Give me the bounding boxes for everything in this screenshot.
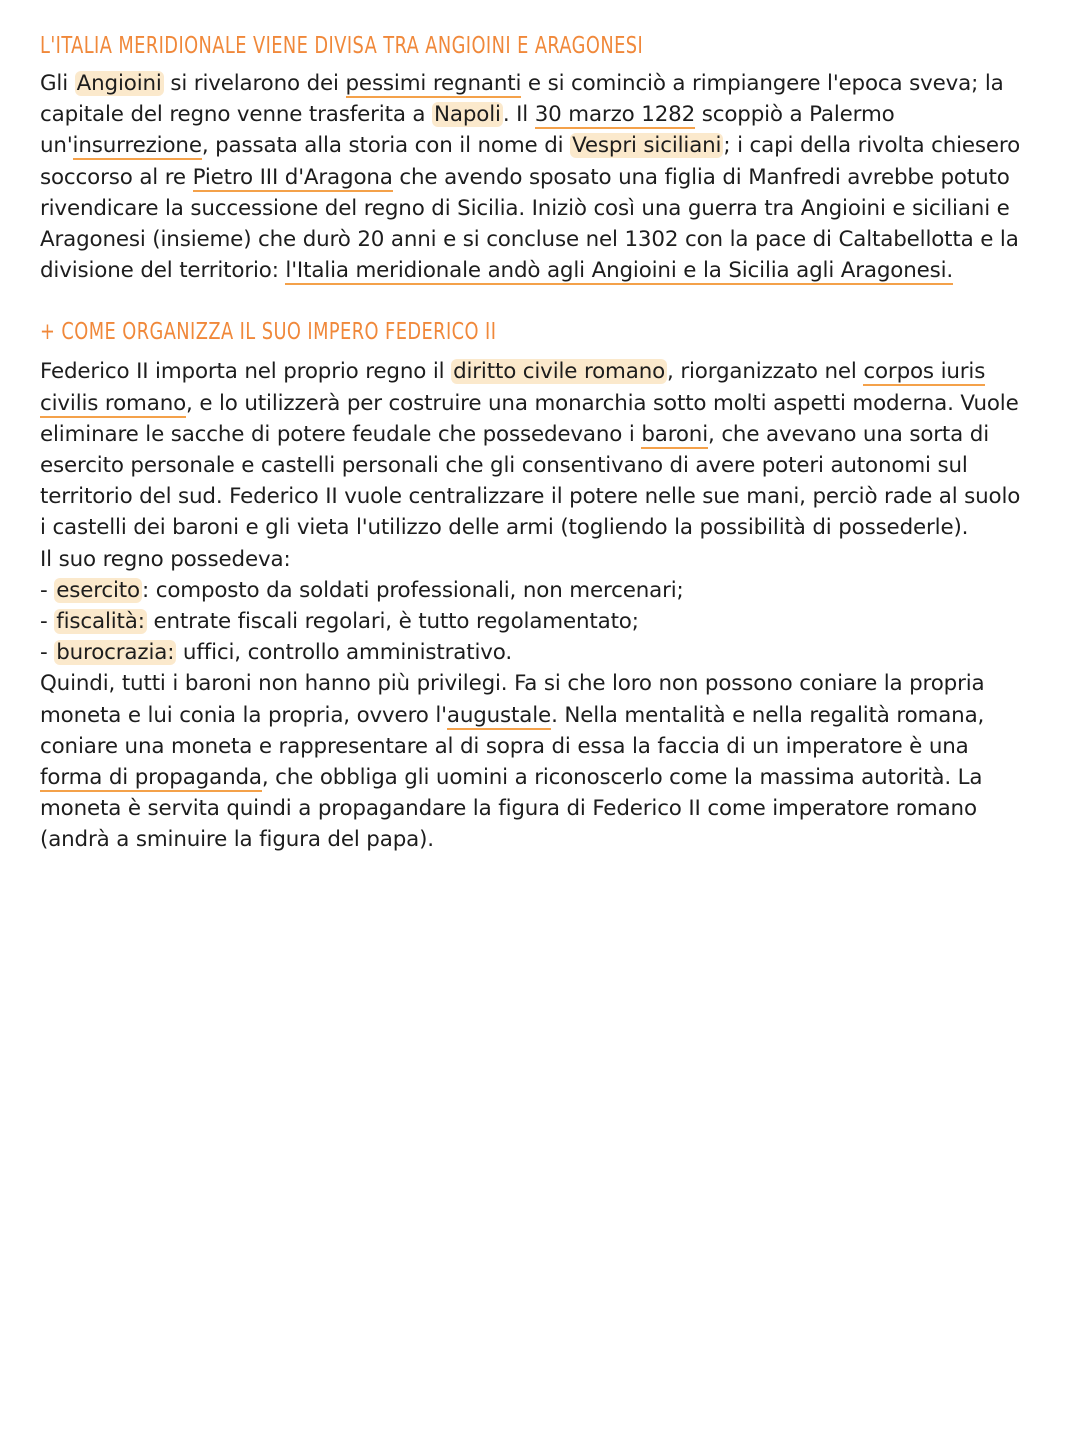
list-description: : composto da soldati professionali, non mercenari; bbox=[142, 577, 684, 603]
text-run: . Il bbox=[502, 102, 535, 128]
regno-list bbox=[40, 575, 1030, 669]
text-run: Quindi, tutti i baroni non hanno più privilegi. Fa si che loro non possono coniare la propria moneta e lui conia la propria, ovvero l' bbox=[40, 671, 985, 728]
text-run: , che avevano una sorta di esercito personale e castelli personali che gli consentivano di avere poteri autonomi sul territorio del sud. Federico II vuole centralizzare il potere nelle sue mani, perciò rade al suolo i castelli dei baroni e gli vieta l'utilizzo delle armi (togliendo la possibilità di possederle). bbox=[40, 421, 1021, 541]
list-description: uffici, controllo amministrativo. bbox=[176, 640, 512, 666]
section-federico-ii bbox=[40, 316, 1030, 855]
list-term: fiscalità: bbox=[56, 609, 145, 635]
text-run: scoppiò a Palermo un' bbox=[40, 102, 895, 159]
list-term: esercito bbox=[56, 577, 140, 603]
list-term: burocrazia: bbox=[56, 640, 175, 666]
list-dash: - bbox=[40, 640, 55, 666]
text-run: si rivelarono dei bbox=[163, 71, 346, 96]
text-run: e si cominciò a rimpiangere l'epoca sveva; la capitale del regno venne trasferita a bbox=[40, 71, 1004, 128]
underlined-term: augustale bbox=[446, 702, 552, 728]
list-intro: Il suo regno possedeva: bbox=[40, 546, 291, 572]
text-run: , e lo utilizzerà per costruire una monarchia sotto molti aspetti moderna. Vuole eliminare le sacche di potere feudale che possedevano i bbox=[40, 390, 1019, 447]
document-page bbox=[40, 30, 1030, 856]
highlighted-term: diritto civile romano bbox=[453, 359, 666, 385]
text-run: Gli bbox=[40, 71, 75, 96]
underlined-term: insurrezione bbox=[72, 133, 202, 159]
list-item bbox=[40, 575, 1030, 606]
text-run: . Nella mentalità e nella regalità romana, coniare una moneta e rappresentare al di sopra di essa la faccia di un imperatore è una bbox=[40, 702, 985, 759]
section-paragraph bbox=[40, 356, 1030, 543]
section-heading: L'ITALIA MERIDIONALE VIENE DIVISA TRA ANGIOINI E ARAGONESI bbox=[40, 33, 644, 59]
underlined-term: corpos iuris civilis romano bbox=[40, 359, 986, 416]
text-run: , riorganizzato nel bbox=[667, 359, 864, 385]
underlined-term: 30 marzo 1282 bbox=[534, 102, 696, 128]
underlined-term: Pietro III d'Aragona bbox=[192, 164, 393, 190]
underlined-term: forma di propaganda bbox=[40, 765, 262, 791]
underlined-term: pessimi regnanti bbox=[345, 71, 522, 96]
section-heading: + COME ORGANIZZA IL SUO IMPERO FEDERICO II bbox=[40, 319, 497, 346]
highlighted-term: Napoli bbox=[434, 102, 501, 128]
section-paragraph bbox=[40, 68, 1030, 286]
section-paragraph bbox=[40, 668, 1030, 855]
text-run: che avendo sposato una figlia di Manfredi avrebbe potuto rivendicare la successione del regno di Sicilia. Iniziò così una guerra tra Angioini e siciliani e Aragonesi (insieme) che durò 20 anni e si concluse nel 1302 con la pace di Caltabellotta e la divisione del territorio: bbox=[40, 164, 1019, 284]
list-dash: - bbox=[40, 577, 55, 603]
list-description: entrate fiscali regolari, è tutto regolamentato; bbox=[146, 609, 639, 635]
highlighted-term: Angioini bbox=[76, 71, 162, 96]
text-run: , passata alla storia con il nome di bbox=[201, 133, 571, 159]
list-item bbox=[40, 637, 1030, 668]
text-run: ; i capi della rivolta chiesero soccorso al re bbox=[40, 133, 1021, 190]
underlined-term: l'Italia meridionale andò agli Angioini e la Sicilia agli Aragonesi. bbox=[285, 258, 954, 284]
section-angioini-aragonesi bbox=[40, 30, 1030, 286]
highlighted-term: Vespri siciliani bbox=[572, 133, 722, 159]
text-run: , che obbliga gli uomini a riconoscerlo come la massima autorità. La moneta è servita quindi a propagandare la figura di Federico II come imperatore romano (andrà a sminuire la figura del papa). bbox=[40, 765, 983, 853]
underlined-term: baroni bbox=[641, 421, 709, 447]
list-item bbox=[40, 606, 1030, 637]
list-dash: - bbox=[40, 609, 55, 635]
text-run: Federico II importa nel proprio regno il bbox=[40, 359, 452, 385]
